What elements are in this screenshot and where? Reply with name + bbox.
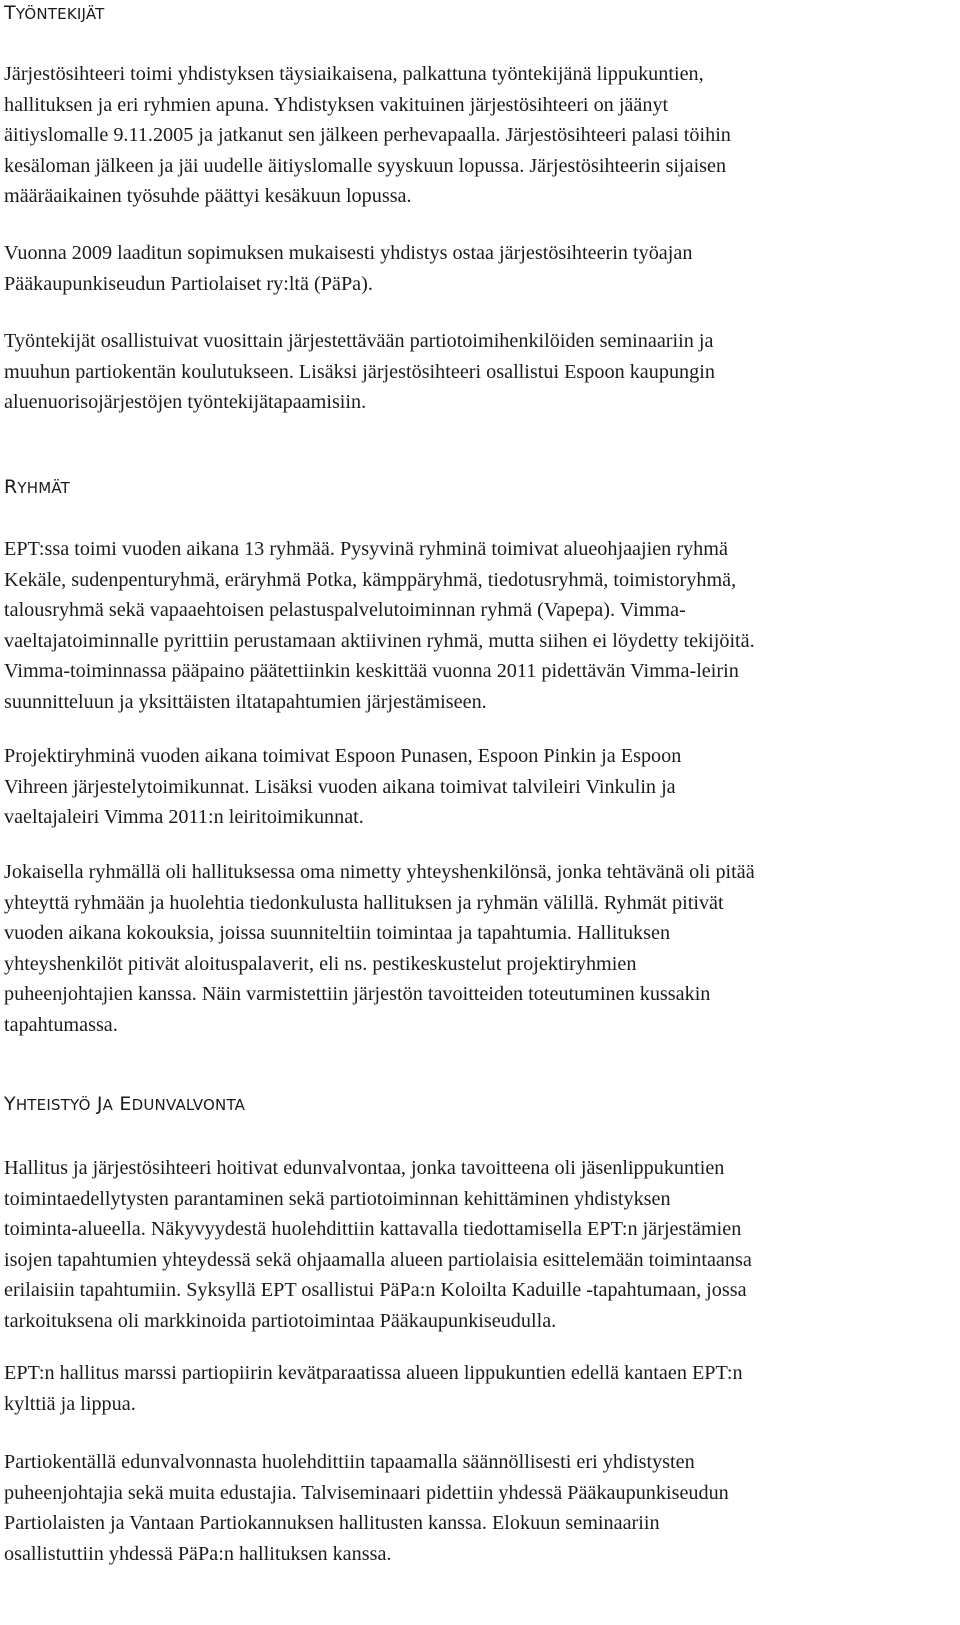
paragraph <box>4 741 954 833</box>
text-line: vuoden aikana kokouksia, joissa suunniteltiin toimintaa ja tapahtumia. Hallituksen <box>4 922 671 945</box>
text-line: toiminta-alueella. Näkyvyydestä huolehdittiin kattavalla tiedottamisella EPT:n järjestämien <box>4 1218 742 1241</box>
text-line: yhteyttä ryhmään ja huolehtia tiedonkulusta hallituksen ja ryhmän välillä. Ryhmät pitivät <box>4 891 724 914</box>
paragraph <box>4 1358 954 1419</box>
text-line: Jokaisella ryhmällä oli hallituksessa oma nimetty yhteyshenkilönsä, jonka tehtävänä oli pitää <box>4 861 755 883</box>
text-line: tapahtumassa. <box>4 1013 118 1036</box>
text-line: tarkoituksena oli markkinoida partiotoimintaa Pääkaupunkiseudulla. <box>4 1309 557 1332</box>
text-line: Vuonna 2009 laaditun sopimuksen mukaisesti yhdistys ostaa järjestösihteerin työajan <box>4 242 693 264</box>
text-line: aluenuorisojärjestöjen työntekijätapaamisiin. <box>4 391 367 414</box>
text-line: muuhun partiokentän koulutukseen. Lisäksi järjestösihteeri osallistui Espoon kaupungin <box>4 360 715 383</box>
text-line: Hallitus ja järjestösihteeri hoitivat edunvalvontaa, jonka tavoitteena oli jäsenlippukuntien <box>4 1157 725 1179</box>
text-line: kesäloman jälkeen ja jäi uudelle äitiyslomalle syyskuun lopussa. Järjestösihteerin sijaisen <box>4 154 727 177</box>
text-line: kylttiä ja lippua. <box>4 1392 136 1415</box>
text-line: vaeltajaleiri Vimma 2011:n leiritoimikunnat. <box>4 806 364 829</box>
text-line: puheenjohtajia sekä muita edustajia. Talviseminaari pidettiin yhdessä Pääkaupunkiseudun <box>4 1481 729 1504</box>
text-line: määräaikainen työsuhde päättyi kesäkuun lopussa. <box>4 185 412 208</box>
paragraph <box>4 1153 954 1337</box>
text-line: Vihreen järjestelytoimikunnat. Lisäksi vuoden aikana toimivat talvileiri Vinkulin ja <box>4 775 676 798</box>
section-heading-yhteistyo: YHTEISTYÖ JA EDUNVALVONTA <box>4 1093 246 1115</box>
paragraph <box>4 238 954 299</box>
text-line: yhteyshenkilöt pitivät aloituspalaverit, eli ns. pestikeskustelut projektiryhmien <box>4 952 637 975</box>
text-line: Työntekijät osallistuivat vuosittain järjestettävään partiotoimihenkilöiden seminaariin ja <box>4 330 714 352</box>
text-line: erilaisiin tapahtumiin. Syksyllä EPT osallistui PäPa:n Koloilta Kaduille -tapahtumaan, jossa <box>4 1279 747 1302</box>
text-line: Vimma-toiminnassa pääpaino päätettiinkin keskittää vuonna 2011 pidettävän Vimma-leirin <box>4 660 739 683</box>
text-line: Pääkaupunkiseudun Partiolaiset ry:ltä (PäPa). <box>4 272 373 295</box>
text-line: Partiokentällä edunvalvonnasta huolehdittiin tapaamalla säännöllisesti eri yhdistysten <box>4 1451 695 1473</box>
text-line: Projektiryhminä vuoden aikana toimivat Espoon Punasen, Espoon Pinkin ja Espoon <box>4 745 682 767</box>
paragraph <box>4 59 954 212</box>
text-line: Partiolaisten ja Vantaan Partiokannuksen hallitusten kanssa. Elokuun seminaariin <box>4 1512 660 1535</box>
text-line: äitiyslomalle 9.11.2005 ja jatkanut sen jälkeen perhevapaalla. Järjestösihteeri palasi töihin <box>4 124 731 147</box>
text-line: isojen tapahtumien yhteydessä sekä ohjaamalla alueen partiolaisia esittelemään toimintaansa <box>4 1248 752 1271</box>
text-line: Kekäle, sudenpenturyhmä, eräryhmä Potka, kämppäryhmä, tiedotusryhmä, toimistoryhmä, <box>4 568 737 591</box>
text-line: talousryhmä sekä vapaaehtoisen pelastuspalvelutoiminnan ryhmä (Vapepa). Vimma- <box>4 599 686 622</box>
paragraph <box>4 1447 954 1569</box>
text-line: puheenjohtajien kanssa. Näin varmistettiin järjestön tavoitteiden toteutuminen kussakin <box>4 983 711 1006</box>
paragraph <box>4 534 954 718</box>
text-line: osallistuttiin yhdessä PäPa:n hallituksen kanssa. <box>4 1542 392 1565</box>
text-line: toimintaedellytysten parantaminen sekä partiotoiminnan kehittäminen yhdistyksen <box>4 1187 671 1210</box>
text-line: EPT:ssa toimi vuoden aikana 13 ryhmää. Pysyvinä ryhminä toimivat alueohjaajien ryhmä <box>4 538 728 560</box>
text-line: hallituksen ja eri ryhmien apuna. Yhdistyksen vakituinen järjestösihteeri on jäänyt <box>4 93 669 116</box>
section-heading-ryhmat: RYHMÄT <box>4 476 71 498</box>
paragraph <box>4 857 954 1041</box>
text-line: suunnitteluun ja yksittäisten iltatapahtumien järjestämiseen. <box>4 690 487 713</box>
text-line: Järjestösihteeri toimi yhdistyksen täysiaikaisena, palkattuna työntekijänä lippukuntien, <box>4 63 704 85</box>
text-line: vaeltajatoiminnalle pyrittiin perustamaan aktiivinen ryhmä, mutta siihen ei löydetty tekijöitä. <box>4 629 755 652</box>
paragraph <box>4 326 954 418</box>
text-line: EPT:n hallitus marssi partiopiirin kevätparaatissa alueen lippukuntien edellä kantaen EPT:n <box>4 1362 743 1384</box>
section-heading-tyontekijat: TYÖNTEKIJÄT <box>4 2 105 24</box>
